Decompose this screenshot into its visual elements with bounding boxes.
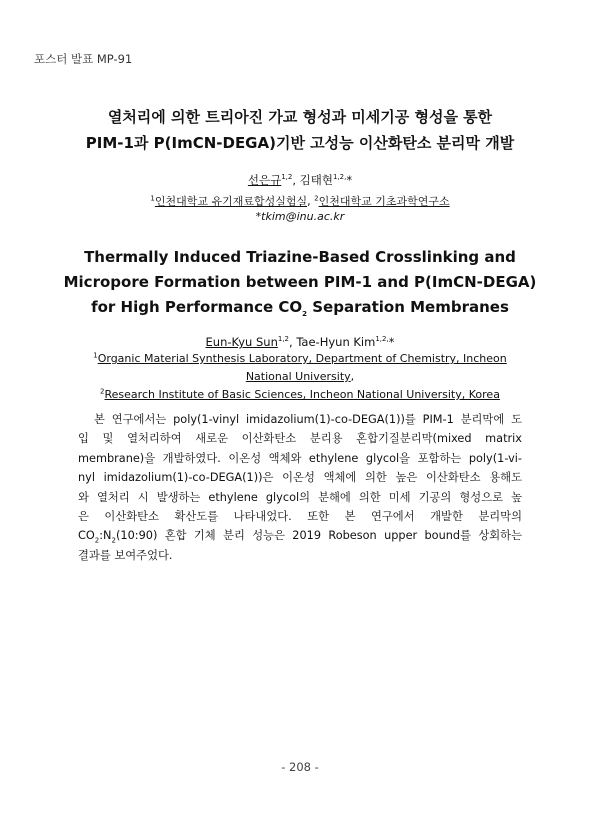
- affil-ko-sep: ,: [307, 195, 315, 208]
- affil-ko-1: 인천대학교 유기재료합성실험실: [154, 195, 308, 208]
- author-en-1-sup: 1,2: [277, 335, 289, 344]
- title-english-line3: [0, 294, 600, 320]
- abstract-line-3: membrane)을 개발하였다. 이온성 액체와 ethylene glycol을 포함하는 poly(1-vi-: [78, 451, 522, 465]
- affil-en-2-sup: 2: [100, 387, 105, 396]
- affil-en-1a-text: Organic Material Synthesis Laboratory, Department of Chemistry, Incheon: [97, 352, 507, 365]
- affiliation-en-1a: [0, 352, 600, 365]
- affil-ko-1-sup: 1: [150, 194, 155, 203]
- author-en-2: Tae-Hyun Kim: [296, 335, 376, 349]
- title-english-line1: Thermally Induced Triazine-Based Crosslinking and: [84, 248, 516, 266]
- affiliation-en-2: [0, 388, 600, 401]
- title-korean-line1: 열처리에 의한 트리아진 가교 형성과 미세기공 형성을 통한: [107, 108, 493, 126]
- title-en-line3-post: Separation Membranes: [307, 298, 509, 316]
- affil-en-2-text: Research Institute of Basic Sciences, Incheon National University, Korea: [104, 388, 500, 401]
- abs-co2-sub: 2: [94, 536, 100, 545]
- corresponding-email: *tkim@inu.ac.kr: [255, 210, 345, 223]
- affiliation-en-1b: [0, 370, 600, 383]
- authors-english: [0, 335, 600, 349]
- abstract-line-6: 은 이산화탄소 확산도를 나타내었다. 또한 본 연구에서 개발한 분리막의: [78, 509, 522, 523]
- abstract-line-8: 결과를 보여주었다.: [78, 548, 173, 562]
- abstract-line-1: 본 연구에서는 poly(1-vinyl imidazolium(1)-co-DEGA(1))를 PIM-1 분리막에 도: [94, 413, 522, 426]
- affiliations-korean: [0, 193, 600, 209]
- author-ko-2-sup: 1,2,: [333, 173, 347, 182]
- abs-line7-rest: (10:90) 혼합 기체 분리 성능은 2019 Robeson upper bound를 상회하는: [115, 529, 522, 543]
- affil-en-1b-tail: ,: [350, 370, 355, 383]
- corresponding-star-en: *: [388, 335, 395, 349]
- author-ko-sep: ,: [292, 173, 300, 187]
- title-english-line2: Micropore Formation between PIM-1 and P(ImCN-DEGA): [63, 273, 537, 291]
- author-ko-1: 선은규: [247, 173, 282, 187]
- author-en-1: Eun-Kyu Sun: [205, 335, 278, 349]
- poster-id: 포스터 발표 MP-91: [34, 52, 133, 66]
- affil-ko-2-sup: 2: [314, 194, 319, 203]
- author-en-sep: ,: [289, 335, 297, 349]
- title-en-line3-pre: for High Performance CO: [91, 298, 303, 316]
- abstract: [78, 410, 522, 565]
- abstract-line-7: [78, 526, 522, 545]
- authors-korean: [0, 172, 600, 188]
- abstract-line-5: 와 열처리 시 발생하는 ethylene glycol의 분해에 의한 미세 기공의 형성으로 높: [78, 490, 522, 504]
- abs-n: :N: [99, 529, 112, 543]
- page-number: - 208 -: [281, 760, 319, 774]
- author-en-2-sup: 1,2,: [375, 335, 389, 344]
- abstract-line-2: 입 및 열처리하여 새로운 이산화탄소 분리용 혼합기질분리막(mixed matrix: [78, 432, 522, 446]
- abs-n2-sub: 2: [111, 536, 116, 545]
- author-ko-2: 김태현: [299, 173, 333, 187]
- affil-en-1b-text: National University: [245, 370, 351, 383]
- corresponding-star-ko: *: [346, 173, 353, 187]
- title-korean-line2: PIM-1과 P(ImCN-DEGA)기반 고성능 이산화탄소 분리막 개발: [85, 134, 515, 152]
- author-ko-1-sup: 1,2: [281, 173, 293, 182]
- affil-en-1-sup: 1: [93, 351, 98, 360]
- title-en-co2-sub: 2: [302, 310, 308, 318]
- affil-ko-2: 인천대학교 기초과학연구소: [318, 195, 450, 208]
- abs-co: CO: [78, 529, 95, 543]
- abstract-line-4: nyl imidazolium(1)-co-DEGA(1))은 이온성 액체에 의한 높은 이산화탄소 용해도: [78, 471, 522, 485]
